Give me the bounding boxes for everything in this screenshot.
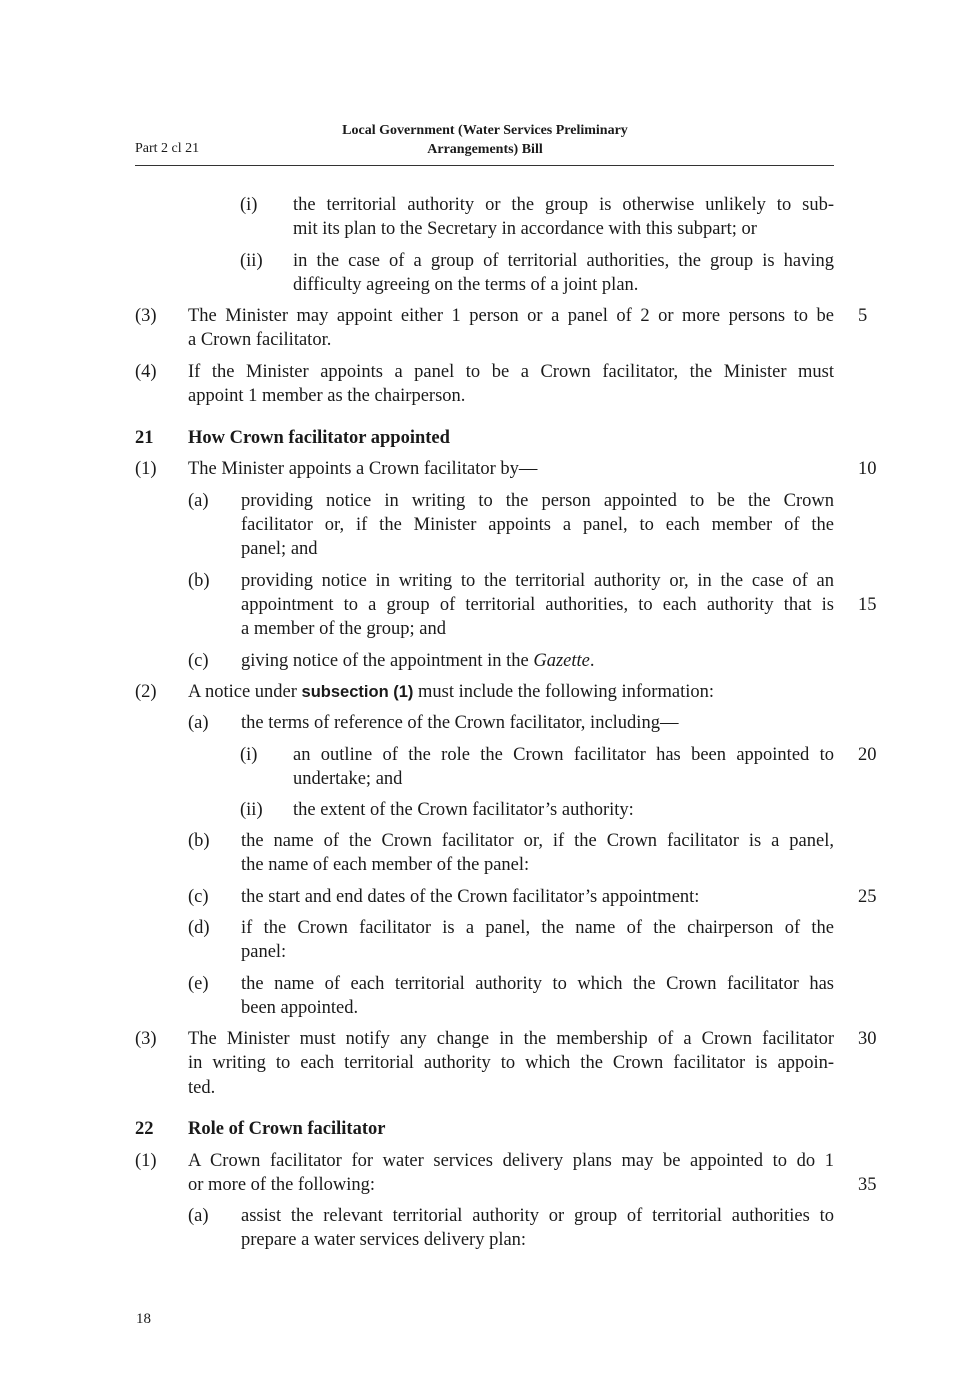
provision-text-line: the name of the Crown facilitator or, if the Crown facilitator is a panel, (241, 831, 834, 851)
provision-text-line: been appointed. (241, 998, 359, 1018)
provision-label: (3) (135, 1029, 157, 1049)
provision-label: (b) (188, 571, 210, 591)
provision-label: (1) (135, 1151, 157, 1171)
provision-label: (ii) (240, 800, 263, 820)
provision-label: (3) (135, 306, 157, 326)
provision-text-line: difficulty agreeing on the terms of a joint plan. (293, 275, 639, 295)
provision-text-line: appointment to a group of territorial authorities, to each authority that is (241, 595, 834, 615)
provision-text-line: a member of the group; and (241, 619, 446, 639)
provision-text-line: if the Crown facilitator is a panel, the name of the chairperson of the (241, 918, 834, 938)
provision-text-line: an outline of the role the Crown facilitator has been appointed to (293, 745, 834, 765)
line-number: 5 (858, 306, 868, 326)
provision-text-line: the extent of the Crown facilitator’s authority: (293, 800, 634, 820)
provision-label: (a) (188, 1206, 209, 1226)
header-title-line-2: Arrangements) Bill (427, 142, 543, 157)
clause-heading: Role of Crown facilitator (188, 1119, 386, 1139)
provision-label: (ii) (240, 251, 263, 271)
provision-text-line: The Minister appoints a Crown facilitator by— (188, 459, 538, 479)
provision-text-line: providing notice in writing to the person appointed to be the Crown (241, 491, 834, 511)
clause-number: 21 (135, 428, 154, 448)
line-number: 25 (858, 887, 877, 907)
provision-text-line: a Crown facilitator. (188, 330, 332, 350)
provision-label: (c) (188, 651, 209, 671)
provision-label: (i) (240, 195, 258, 215)
provision-label: (a) (188, 713, 209, 733)
provision-text-line: the terms of reference of the Crown facilitator, including— (241, 713, 679, 733)
provision-label: (d) (188, 918, 210, 938)
provision-label: (1) (135, 459, 157, 479)
page-number: 18 (136, 1311, 151, 1327)
provision-text-line: providing notice in writing to the territorial authority or, in the case of an (241, 571, 834, 591)
text-segment: giving notice of the appointment in the (241, 651, 534, 671)
header-title-line-1: Local Government (Water Services Preliminary (342, 123, 628, 138)
text-segment: must include the following information: (413, 682, 714, 702)
provision-text-line: the name of each territorial authority to which the Crown facilitator has (241, 974, 834, 994)
provision-label: (b) (188, 831, 210, 851)
line-number: 15 (858, 595, 877, 615)
provision-label: (4) (135, 362, 157, 382)
provision-text-line (188, 680, 714, 704)
running-header-title (300, 121, 670, 159)
provision-text-line: The Minister must notify any change in the membership of a Crown facilitator (188, 1029, 834, 1049)
provision-label: (2) (135, 682, 157, 702)
line-number: 35 (858, 1175, 877, 1195)
provision-text-line: If the Minister appoints a panel to be a Crown facilitator, the Minister must (188, 362, 834, 382)
line-number: 30 (858, 1029, 877, 1049)
provision-label: (i) (240, 745, 258, 765)
provision-text-line: the name of each member of the panel: (241, 855, 530, 875)
provision-text-line: panel; and (241, 539, 318, 559)
cross-reference: subsection (1) (301, 683, 414, 701)
provision-text-line: or more of the following: (188, 1175, 376, 1195)
provision-text-line: ted. (188, 1078, 216, 1098)
provision-text-line: the territorial authority or the group is otherwise unlikely to sub- (293, 195, 834, 215)
provision-text-line: the start and end dates of the Crown facilitator’s appointment: (241, 887, 700, 907)
text-segment: A notice under (188, 682, 302, 702)
provision-text-line (241, 649, 594, 673)
provision-text-line: panel: (241, 942, 287, 962)
provision-text-line: appoint 1 member as the chairperson. (188, 386, 466, 406)
clause-number: 22 (135, 1119, 154, 1139)
provision-label: (c) (188, 887, 209, 907)
provision-text-line: in writing to each territorial authority to which the Crown facilitator is appoin- (188, 1053, 834, 1073)
provision-text-line: facilitator or, if the Minister appoints a panel, to each member of the (241, 515, 834, 535)
italic-title: Gazette (533, 651, 590, 671)
provision-text-line: in the case of a group of territorial authorities, the group is having (293, 251, 834, 271)
provision-text-line: A Crown facilitator for water services delivery plans may be appointed to do 1 (188, 1151, 834, 1171)
provision-text-line: mit its plan to the Secretary in accordance with this subpart; or (293, 219, 757, 239)
part-clause-reference: Part 2 cl 21 (135, 141, 200, 156)
provision-label: (a) (188, 491, 209, 511)
provision-text-line: undertake; and (293, 769, 403, 789)
provision-label: (e) (188, 974, 209, 994)
provision-text-line: The Minister may appoint either 1 person or a panel of 2 or more persons to be (188, 306, 834, 326)
text-segment: . (589, 651, 595, 671)
clause-heading: How Crown facilitator appointed (188, 428, 450, 448)
provision-text-line: prepare a water services delivery plan: (241, 1230, 527, 1250)
header-rule (135, 165, 834, 166)
line-number: 10 (858, 459, 877, 479)
provision-text-line: assist the relevant territorial authority or group of territorial authorities to (241, 1206, 834, 1226)
line-number: 20 (858, 745, 877, 765)
